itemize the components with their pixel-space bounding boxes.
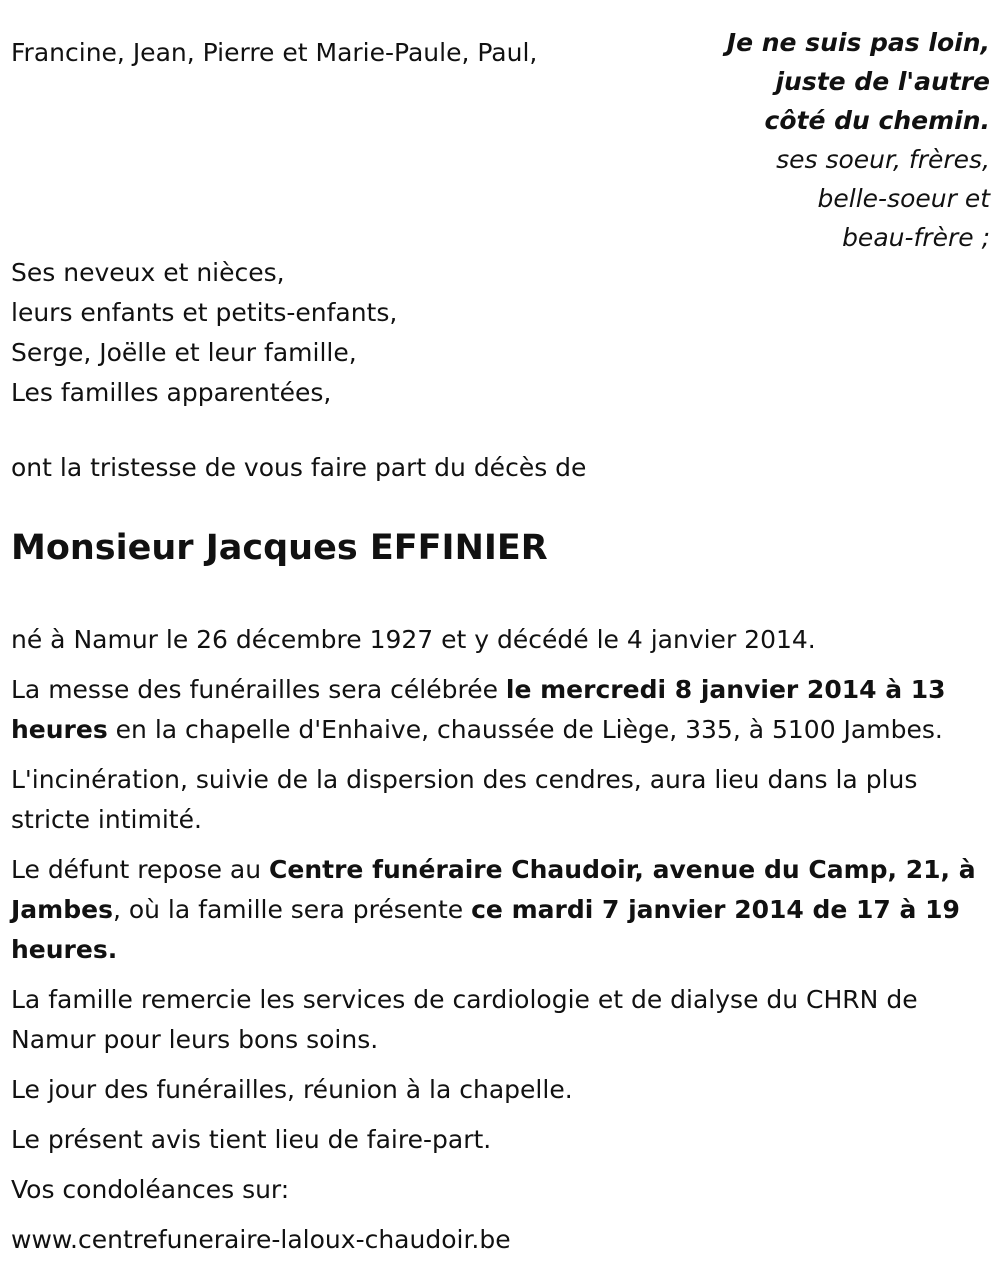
deceased-name: Monsieur Jacques EFFINIER [11, 528, 548, 568]
mass-paragraph [11, 670, 991, 750]
details-block [11, 620, 991, 1270]
relatives-line-3: Serge, Joëlle et leur famille, [11, 338, 357, 367]
mass-date: le mercredi 8 janvier 2014 à 13 heures [11, 675, 946, 744]
relation-line-2: belle-soeur et [817, 184, 990, 213]
relatives-line-1: Ses neveux et nièces, [11, 258, 285, 287]
announcement-intro: ont la tristesse de vous faire part du décès de [11, 453, 587, 482]
relatives-line-4: Les familles apparentées, [11, 378, 332, 407]
relation-line-1: ses soeur, frères, [776, 145, 990, 174]
rest-visit-time: ce mardi 7 janvier 2014 de 17 à 19 heures. [11, 895, 960, 964]
poem-line-3: côté du chemin. [764, 106, 990, 135]
rest-text-pre: Le défunt repose au [11, 855, 270, 884]
incineration-text: L'incinération, suivie de la dispersion des cendres, aura lieu dans la plus stricte intimité. [11, 765, 918, 834]
notice-text: Le présent avis tient lieu de faire-part. [11, 1125, 492, 1154]
poem-block [727, 23, 990, 257]
meeting-text: Le jour des funérailles, réunion à la chapelle. [11, 1075, 573, 1104]
mass-text-post: en la chapelle d'Enhaive, chaussée de Liège, 335, à 5100 Jambes. [107, 715, 943, 744]
family-names: Francine, Jean, Pierre et Marie-Paule, Paul, [11, 38, 538, 67]
rest-text-mid: , où la famille sera présente [112, 895, 472, 924]
birth-death-text: né à Namur le 26 décembre 1927 et y décédé le 4 janvier 2014. [11, 625, 816, 654]
thanks-text: La famille remercie les services de cardiologie et de dialyse du CHRN de Namur pour leurs bons soins. [11, 985, 918, 1054]
mass-text-pre: La messe des funérailles sera célébrée [11, 675, 506, 704]
poem-line-2: juste de l'autre [775, 67, 990, 96]
rest-paragraph [11, 850, 991, 970]
relatives-line-2: leurs enfants et petits-enfants, [11, 298, 398, 327]
rest-location: Centre funéraire Chaudoir, avenue du Camp, 21, à Jambes [11, 855, 976, 924]
condolences-label: Vos condoléances sur: [11, 1175, 290, 1204]
poem-line-1: Je ne suis pas loin, [726, 28, 990, 57]
website-link[interactable]: www.centrefuneraire-laloux-chaudoir.be [11, 1225, 511, 1254]
relatives-list [11, 253, 397, 413]
relation-line-3: beau-frère ; [842, 223, 990, 252]
